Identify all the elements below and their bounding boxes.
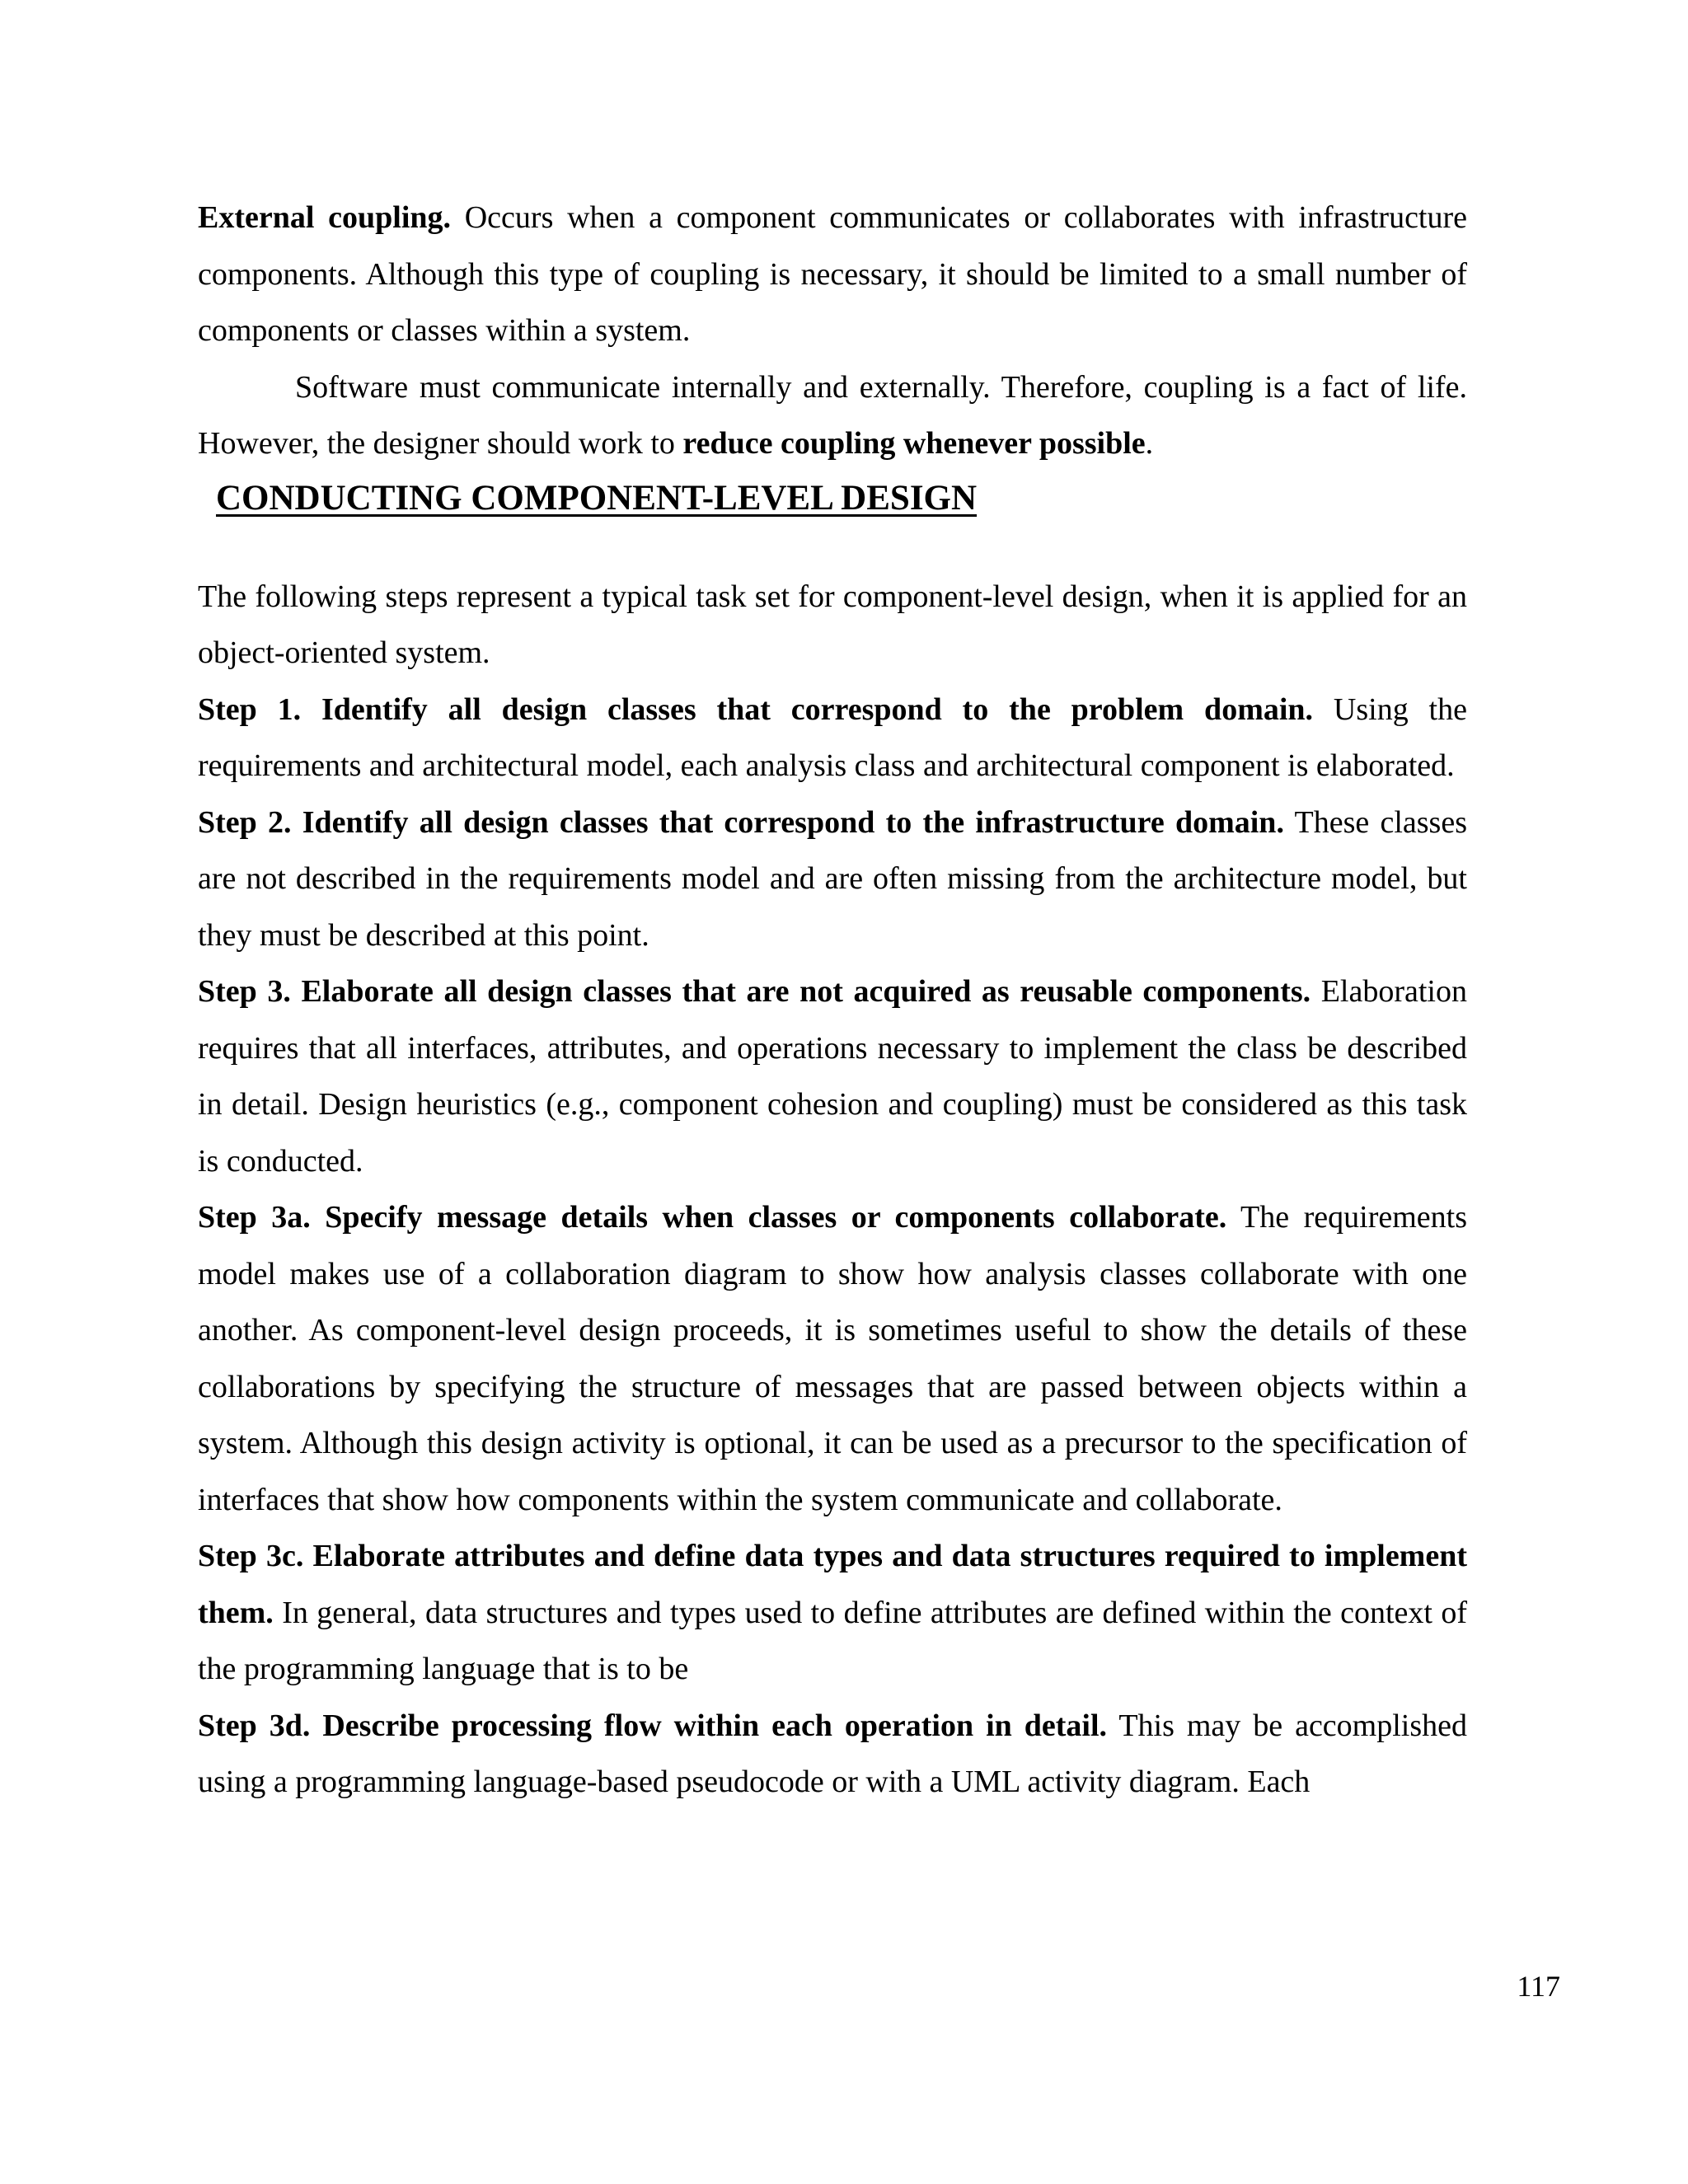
step-heading: Step 2. Identify all design classes that correspond to the infrastructure domain. (198, 804, 1284, 840)
software-coupling-text: Software must communicate internally and externally. Therefore, coupling is a fact of life. However, the designer should work to (198, 369, 1467, 461)
step-heading: Step 3d. Describe processing flow within each operation in detail. (198, 1708, 1108, 1743)
step-text: In general, data structures and types used to define attributes are defined within the context of the programming language that is to be (198, 1595, 1467, 1686)
step-paragraph-3 (198, 963, 1467, 1189)
software-coupling-paragraph (198, 359, 1467, 472)
step-paragraph-3a (198, 1189, 1467, 1528)
step-text: This may be accomplished using a programming language-based pseudocode or with a UML activity diagram. Each (198, 1708, 1467, 1799)
step-paragraph-3d (198, 1698, 1467, 1811)
section-heading: CONDUCTING COMPONENT-LEVEL DESIGN (216, 478, 978, 518)
page-number: 117 (1517, 1970, 1560, 2003)
step-text: The requirements model makes use of a collaboration diagram to show how analysis classes collaborate with one another. As component-level design proceeds, it is sometimes useful to show the details of these collaborations by specifying the structure of messages that are passed between objects within a system. Although this design activity is optional, it can be used as a precursor to the specification of interfaces that show how components within the system communicate and collaborate. (198, 1200, 1467, 1517)
software-coupling-emphasis: reduce coupling whenever possible (682, 426, 1146, 461)
intro-paragraph: The following steps represent a typical task set for component-level design, when it is applied for an object-oriented system. (198, 579, 1467, 670)
external-coupling-term: External coupling. (198, 200, 452, 235)
external-coupling-text: Occurs when a component communicates or collaborates with infrastructure components. Although this type of coupling is necessary, it should be limited to a small number of components or classes within a system. (198, 200, 1468, 348)
external-coupling-paragraph (198, 190, 1467, 359)
step-text: Using the requirements and architectural model, each analysis class and architectural component is elaborated. (198, 691, 1467, 783)
step-paragraph-3c (198, 1528, 1467, 1698)
page-body (198, 190, 1467, 1811)
software-coupling-end: . (1145, 426, 1154, 461)
step-paragraph-2 (198, 794, 1467, 964)
step-heading: Step 3a. Specify message details when classes or components collaborate. (198, 1200, 1227, 1235)
step-paragraph-1 (198, 682, 1467, 794)
step-text: Elaboration requires that all interfaces, attributes, and operations necessary to implement the class be described in detail. Design heuristics (e.g., component cohesion and coupling) must be considered as this task is conducted. (198, 974, 1467, 1179)
step-heading: Step 1. Identify all design classes that correspond to the problem domain. (198, 691, 1314, 727)
step-heading: Step 3. Elaborate all design classes that are not acquired as reusable components. (198, 974, 1311, 1009)
step-heading: Step 3c. Elaborate attributes and define data types and data structures required to implement them. (198, 1539, 1467, 1630)
step-text: These classes are not described in the requirements model and are often missing from the architecture model, but they must be described at this point. (198, 804, 1467, 953)
